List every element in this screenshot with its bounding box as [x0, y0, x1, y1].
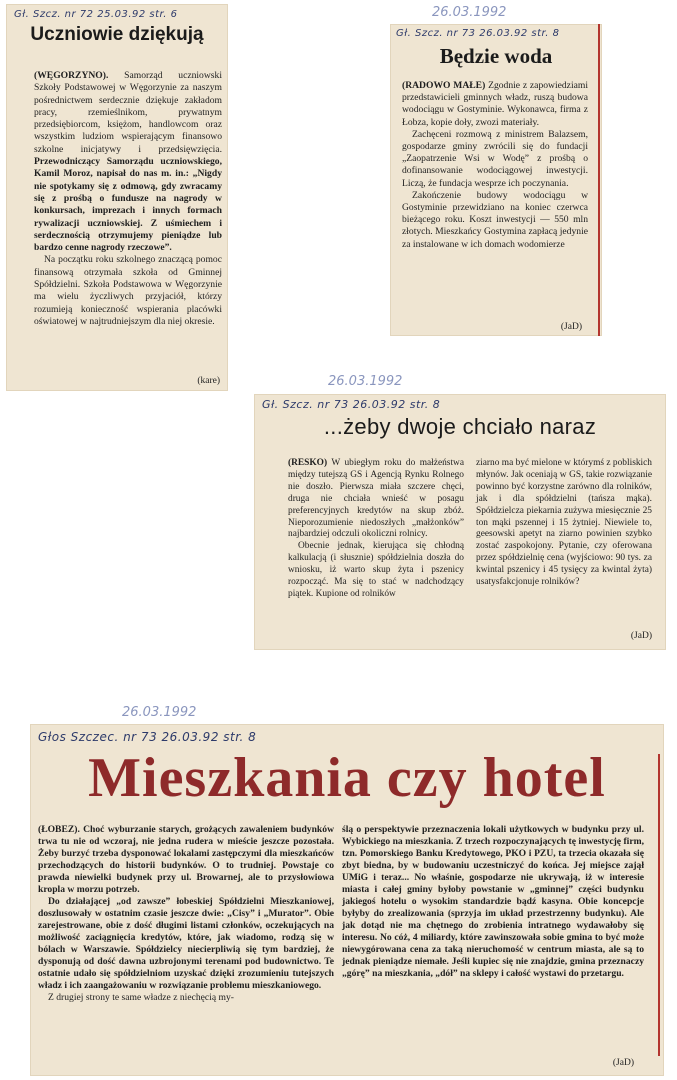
clipping-bedzie-woda: [390, 24, 602, 336]
author-signature: (JaD): [630, 631, 652, 641]
article-body-col1: (ŁOBEZ). Choć wyburzanie starych, grożących zawaleniem budynków trwa tu nie od wczoraj, nie jedna ruderа w mieście jeszcze pozostała. Żeby burzyć trzeba dysponować lokalami zastępczymi dla mieszkańców przechodzących do historii budynków. O to trudniej. Powstaje co prawda niewielki budynek przy ul. Browarnej, ale to przysłowiowa kropla w morzu potrzeb. Do działającej „od zawsze” łobeskiej Spółdzielni Mieszkaniowej, doszlusowały w ostatnim czasie jeszcze dwie: „Cisy” i „Murator”. Obie zarejestrowane, obie z dość długimi listami członków, oczekujących na możliwość zaciągnięcia kredytów, które, jak wiadomo, rodzą się w bólach w Warszawie. Spółdzielcy niecierpliwią się tym bardziej, że dysponują od dość dawna uzbrojonymi terenami pod budownictwo. Te ostatnie udało się spółdzielniom uzyskać dzięki zrozumieniu tutejszych władz i ich zaangażowaniu w rozwiązanie problemu mieszkaniowego. Z drugiej strony te same władze z niechęcią my-: [38, 824, 334, 1003]
article-title: Będzie woda: [439, 44, 553, 68]
author-signature: (kare): [197, 376, 220, 386]
handwritten-source-note: Głos Szczec. nr 73 26.03.92 str. 8: [38, 730, 257, 744]
handwritten-date: 26.03.1992: [122, 705, 197, 720]
article-body-col2: ślą o perspektywie przeznaczenia lokali użytkowych w budynku przy ul. Wybickiego na mieszkania. Z trzech rozpoczynających tę inwestycję firm, tzn. Pomorskiego Banku Kredytowego, PKO i PZU, ta trzecia okazała się zbyt biedna, by w budowaniu uczestniczyć do końca. Jej miejsce zajął UMiG i teraz... No właśnie, gospodarze nie ukrywają, iż w interesie miasta i całej gminy byłoby powstanie w „gminnej” części budynku jakiegoś hotelu o wysokim standardzie bądź kasyna. Obie koncepcje byłyby do zrealizowania (sprzyja im układ przestrzenny budynku). Ale jak dotąd nie ma chętnego do zrobienia intratnego wydawałoby się interesu. No cóż, 4 miliardy, które zawinszowała sobie gmina to być może niewygórowana cena za taką nieruchomość w centrum miasta, ale są to jednak pieniądze niemałe. Jeśli kupiec się nie znajdzie, gmina przeznaczy „górę” na mieszkania, „dół” na sklepy i całość wystawi do przetargu.: [342, 824, 644, 979]
clipping-uczniowie: [6, 4, 228, 391]
article-body: (WĘGORZYNO). Samorząd uczniowski Szkoły Podstawowej w Węgorzynie za naszym pośrednictwem serdecznie dziękuje zakładom pracy, rzemieślnikom, prywatnym przedsiębiorcom, księżom, handlowcom oraz wszystkim ludziom wspierającym finansowo szkolne inicjatywy i przedsięwzięcia. Przewodniczący Samorządu uczniowskiego, Kamil Moroz, napisał do nas m. in.: „Nigdy nie spotykamy się z odmową, gdy zwracamy się z prośbą o fundusze na nagrody w konkursach, imprezach i innych formach rywalizacji uczniowskiej. Z uśmiechem i serdecznością otrzymujemy pieniądze lub bardzo cenne nagrody rzeczowe”. Na początku roku szkolnego znaczącą pomoc finansową otrzymała szkoła od Gminnej Spółdzielni. Szkoła Podstawowa w Węgorzynie ma wielu życzliwych przyjaciół, którzy rozumieją konieczność wspierania placówki oświatowej w najtrudniejszym dla niej okresie.: [34, 70, 222, 327]
clipping-zeby-dwoje: [254, 394, 666, 650]
author-signature: (JaD): [612, 1058, 634, 1068]
dateline: (ŁOBEZ).: [38, 824, 80, 835]
dateline: (RADOWO MAŁE): [402, 80, 486, 91]
handwritten-source-note: Gł. Szcz. nr 73 26.03.92 str. 8: [262, 398, 441, 411]
handwritten-date: 26.03.1992: [328, 374, 403, 389]
handwritten-date: 26.03.1992: [432, 5, 507, 20]
dateline: (WĘGORZYNO).: [34, 70, 109, 81]
article-title: ...żeby dwoje chciało naraz: [323, 414, 597, 439]
author-signature: (JaD): [560, 322, 582, 332]
article-body: (RADOWO MAŁE) Zgodnie z zapowiedziami przedstawicieli gminnych władz, ruszą budowa wodociągu w Gostyminie. Wykonawca, firma z Łobza, kopie doły, zwozi materiały. Zachęceni rozmową z ministrem Balazsem, gospodarze gminy zwrócili się do fundacji „Zaopatrzenie Wsi w Wodę” z prośbą o dofinansowanie wodociągowej inwestycji. Liczą, że fundacja wesprze ich poczynania. Zakończenie budowy wodociągu w Gostyminie przewidziano na koniec czerwca bieżącego roku. Koszt inwestycji — 550 mln złotych. Mieszkańcy Gostymina zapłacą jedynie za instalowane w ich domach wodomierze: [402, 80, 588, 250]
clipping-edge: [598, 24, 600, 336]
handwritten-source-note: Gł. Szcz. nr 72 25.03.92 str. 6: [14, 9, 178, 20]
clipping-edge: [658, 754, 660, 1056]
article-title: Mieszkania czy hotel: [88, 747, 606, 809]
dateline: (RESKO): [288, 458, 328, 468]
article-title: Uczniowie dziękują: [30, 24, 204, 45]
article-body-col2: ziarno ma być mielone w którymś z pobliskich młynów. Jak oceniają w GS, takie rozwiązanie powinno być korzystne zarówno dla rolników, jak i dla spółdzielni (tańsza mąka). Spółdzielcza piekarnia zużywa miesięcznie 25 ton mąki pszennej i 15 żytniej. Niewiele to, geesowski apetyt na ziarno powinien szybko zostać zaspokojony. Pytanie, czy oferowana przez spółdzielnię cena (wyjściowo: 90 tys. za kwintal pszenicy i 45 tysięcy za kwintal żyta) usatysfakcjonuje rolników?: [476, 458, 652, 588]
handwritten-source-note: Gł. Szcz. nr 73 26.03.92 str. 8: [396, 28, 560, 39]
clipping-mieszkania: [30, 724, 664, 1076]
article-body-col1: (RESKO) W ubiegłym roku do małżeństwa między tutejszą GS i Agencją Rynku Rolnego nie doszło. Pierwsza miała szczere chęci, druga nie chciała wnieść w posagu preferencyjnych kredytów na skup zbóż. Nieporozumienie niedoszłych „małżonków” najbardziej odczuli okoliczni rolnicy. Obecnie jednak, kierująca się chłodną kalkulacją (i słusznie) spółdzielnia doszła do wniosku, iż warto skup żyta i pszenicy rozpocząć. Ma się to stać w nadchodzący piątek. Kupione od rolników: [288, 458, 464, 599]
